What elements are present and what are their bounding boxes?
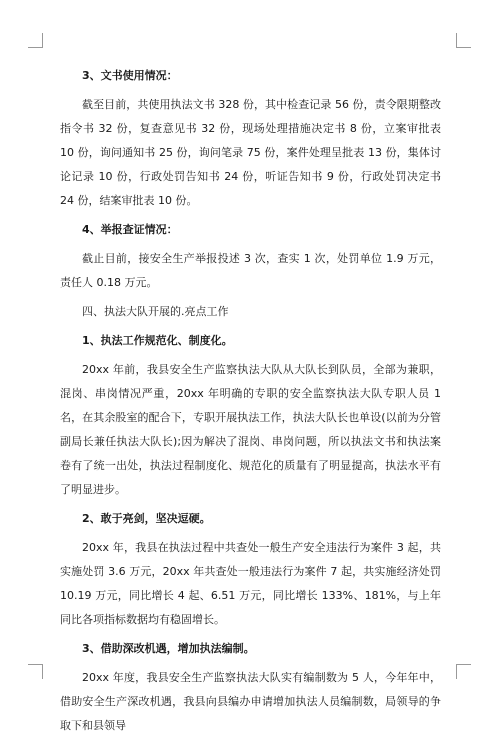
item1-paragraph: 20xx 年前，我县安全生产监察执法大队从大队长到队员，全部为兼职，混岗、串岗情况严重，20xx 年明确的专职的安全监察执法大队专职人员 1 名，在其余股室的配合下，专职开展执法工作，执法大队长也单设(以前为分管副局长兼任执法大队长);因为解决了混岗、串岗问题，所以执法文书和执法案卷有了统一出处，执法过程制度化、规范化的质量有了明显提高，执法水平有了明显进步。 (60, 363, 441, 496)
section4-paragraph: 截止目前，接安全生产举报投述 3 次，查实 1 次，处罚单位 1.9 万元，责任人 0.18 万元。 (60, 252, 441, 289)
section3-paragraph: 截至目前，共使用执法文书 328 份，其中检查记录 56 份，责令限期整改指令书 32 份，复查意见书 32 份，现场处理措施决定书 8 份，立案审批表 10 份，询问通知书 25 份，询问笔录 75 份，案件处理呈批表 13 份，集体讨论记录 10 份，行政处罚告知书 24 份，听证告知书 9 份，行政处罚决定书 24 份，结案审批表 10 份。 (60, 98, 441, 207)
part4-heading: 四、执法大队开展的.亮点工作 (82, 305, 229, 318)
crop-mark-top-right (456, 33, 471, 48)
item1-heading: 1、执法工作规范化、制度化。 (82, 334, 233, 347)
item2-heading: 2、敢于亮剑，坚决逗硬。 (82, 512, 211, 525)
crop-mark-bottom-right (456, 664, 471, 679)
crop-mark-top-left (28, 33, 43, 48)
item3-paragraph: 20xx 年度，我县安全生产监察执法大队实有编制数为 5 人，今年年中，借助安全生产深改机遇，我县向县编办申请增加执法人员编制数，局领导的争取下和县领导 (60, 671, 441, 732)
section4-heading: 4、举报查证情况： (82, 223, 178, 236)
section3-heading: 3、文书使用情况： (82, 69, 178, 82)
item2-paragraph: 20xx 年，我县在执法过程中共查处一般生产安全违法行为案件 3 起，共实施处罚 3.6 万元，20xx 年共查处一般违法行为案件 7 起，共实施经济处罚 10.19 万元，同比增长 4 起、6.51 万元，同比增长 133%、181%，与上年同比各项指标数据均有稳固增长。 (60, 541, 441, 626)
item3-heading: 3、借助深改机遇，增加执法编制。 (82, 642, 255, 655)
document-body (60, 64, 441, 743)
crop-mark-bottom-left (28, 664, 43, 679)
